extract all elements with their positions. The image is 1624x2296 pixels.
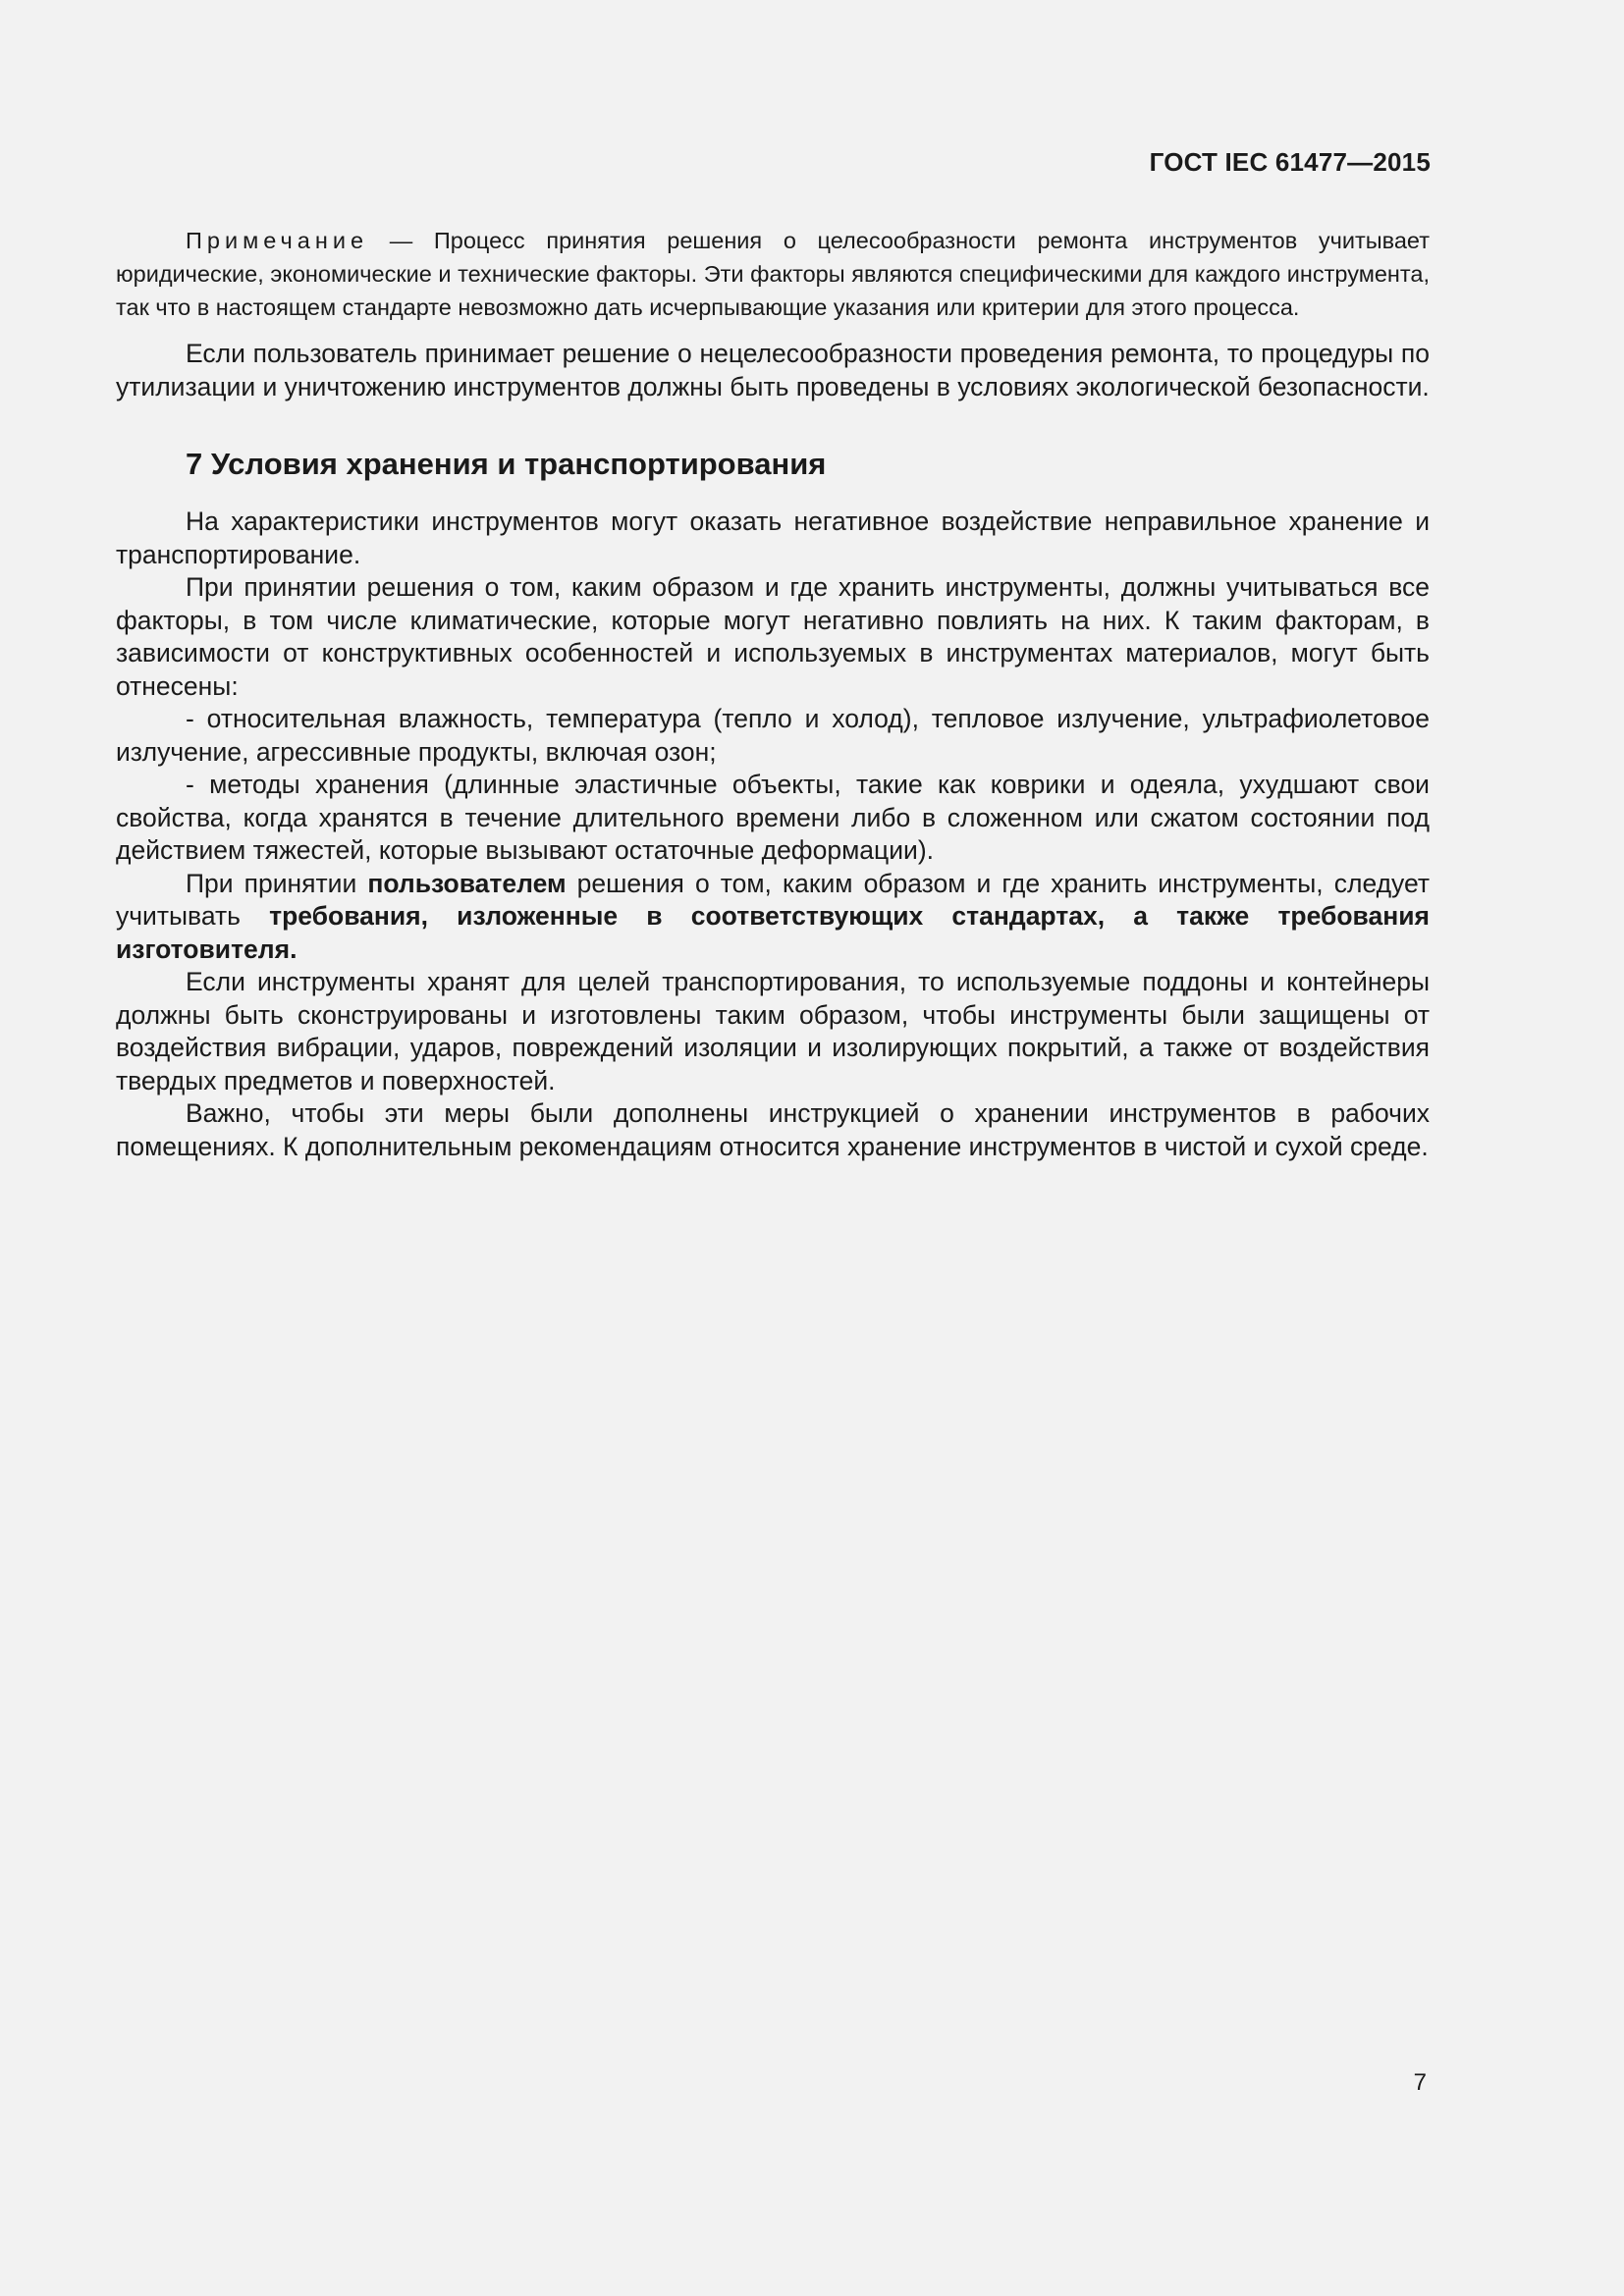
page-number: 7 bbox=[1413, 2069, 1427, 2096]
document-code-header: ГОСТ IEC 61477—2015 bbox=[1149, 147, 1431, 177]
user-decision-bold1: пользователем bbox=[367, 868, 567, 898]
section-title: 7 Условия хранения и транспортирования bbox=[186, 447, 827, 481]
paragraph-transport: Если инструменты хранят для целей транспортирования, то используемые поддоны и контейнеры должны быть сконструированы и изготовлены таким образом, чтобы инструменты были защищены от воздействия вибрации, ударов, повреждений изоляции и изолирующих покрытий, а также от воздействия твердых предметов и поверхностей. bbox=[116, 967, 1430, 1095]
paragraph-disposal: Если пользователь принимает решение о нецелесообразности проведения ремонта, то процедуры по утилизации и уничтожению инструментов должны быть проведены в условиях экологической безопасности. bbox=[116, 339, 1430, 401]
paragraph-storage-intro: На характеристики инструментов могут оказать негативное воздействие неправильное хранение и транспортирование. bbox=[116, 507, 1430, 569]
user-decision-part2: решения о том, каким образом и где хранить инструменты, следует учитывать bbox=[116, 868, 1431, 931]
paragraph-workplace-storage: Важно, чтобы эти меры были дополнены инструкцией о хранении инструментов в рабочих помещениях. К дополнительным рекомендациям относится хранение инструментов в чистой и сухой среде. bbox=[116, 1098, 1430, 1161]
note-paragraph bbox=[116, 224, 1430, 324]
list-item-humidity: - относительная влажность, температура (тепло и холод), тепловое излучение, ультрафиолетовое излучение, агрессивные продукты, включая озон; bbox=[116, 704, 1430, 767]
list-item-storage-methods: - методы хранения (длинные эластичные объекты, такие как коврики и одеяла, ухудшают свои свойства, когда хранятся в течение длительного времени либо в сложенном или сжатом состоянии под действием тяжестей, которые вызывают остаточные деформации). bbox=[116, 770, 1430, 865]
note-dash: — bbox=[368, 228, 434, 253]
note-text: Процесс принятия решения о целесообразности ремонта инструментов учитывает юридические, экономические и технические факторы. Эти факторы являются специфическими для каждого инструмента, так что в настоящем стандарте невозможно дать исчерпывающие указания или критерии для этого процесса. bbox=[116, 228, 1430, 320]
paragraph-storage-factors: При принятии решения о том, каким образом и где хранить инструменты, должны учитываться все факторы, в том числе климатические, которые могут негативно повлиять на них. К таким факторам, в зависимости от конструктивных особенностей и используемых в инструментах материалов, могут быть отнесены: bbox=[116, 572, 1430, 701]
note-label: Примечание bbox=[186, 228, 369, 253]
paragraph-user-decision bbox=[116, 868, 1430, 967]
user-decision-part1: При принятии bbox=[186, 868, 368, 898]
page-content bbox=[116, 224, 1430, 1163]
user-decision-bold2: требования, изложенные в соответствующих стандартах, а также требования изготовителя. bbox=[116, 901, 1430, 964]
